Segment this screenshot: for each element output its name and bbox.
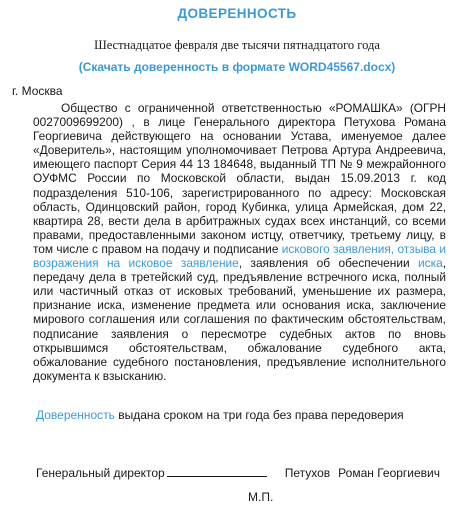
body-text-part-2: , заявления об обеспечении (238, 256, 419, 271)
download-paren-close: ) (391, 60, 396, 74)
body-text-part-3: , передачу дела в третейский суд, предъявление встречного иска, полный или частичный отказ от исковых требований, уменьшение их размера, признание иска, изменение предмета или основания иска, заключение мирового соглашения или соглашения по фактическим обстоятельствам, подписание заявления о пересмотре судебных актов по вновь открывшимся обстоятельствам, обжалование судебного акта, обжалование судебного постановления, предъявление исполнительного документа к взысканию. (33, 256, 446, 383)
download-paren-open: ( (78, 60, 83, 74)
stamp-place: М.П. (248, 490, 274, 504)
document-city: г. Москва (12, 84, 63, 98)
signer-position: Генеральный директор (36, 466, 165, 480)
claim-statement-link[interactable]: искового заявления, отзыва и возражения на исковое заявление (33, 241, 446, 271)
signer-name: Роман Георгиевич (338, 466, 441, 480)
body-text-part-1: Общество с ограниченной ответственностью «РОМАШКА» (ОГРН 0027009699200) , в лице Генерального директора Петухова Романа Георгиевича действующего на основании Устава, именуемое далее «Доверитель», настоящим уполномочивает Петрова Артура Андреевича, имеющего паспорт Серия 44 13 184648, выданный ТП № 9 межрайонного ОУФМС России по Московской области, выдан 15.09.2013 г. код подразделения 510-106, зарегистрированного по адресу: Московская область, Одинцовский район, город Кубинка, улица Армейская, дом 22, квартира 28, вести дела в арбитражных судах всех инстанций, со всеми правами, предоставленными законом истцу, ответчику, третьему лицу, в том числе с правом на подачу и подписание (33, 101, 446, 256)
signature-line (167, 466, 267, 477)
signature-row (36, 466, 440, 480)
claim-link[interactable]: иска (418, 256, 443, 271)
issued-text: выдана сроком на три года без права передоверия (114, 408, 404, 422)
download-word-link[interactable]: Скачать доверенность в формате WORD45567.docx (82, 60, 392, 74)
signer-surname: Петухов (284, 466, 331, 480)
issued-statement (36, 408, 404, 422)
download-link-row (0, 60, 474, 74)
power-of-attorney-link[interactable]: Доверенность (36, 408, 115, 422)
document-date: Шестнадцатое февраля две тысячи пятнадцатого года (94, 38, 380, 52)
document-body (33, 101, 446, 383)
document-title: ДОВЕРЕННОСТЬ (177, 6, 297, 21)
